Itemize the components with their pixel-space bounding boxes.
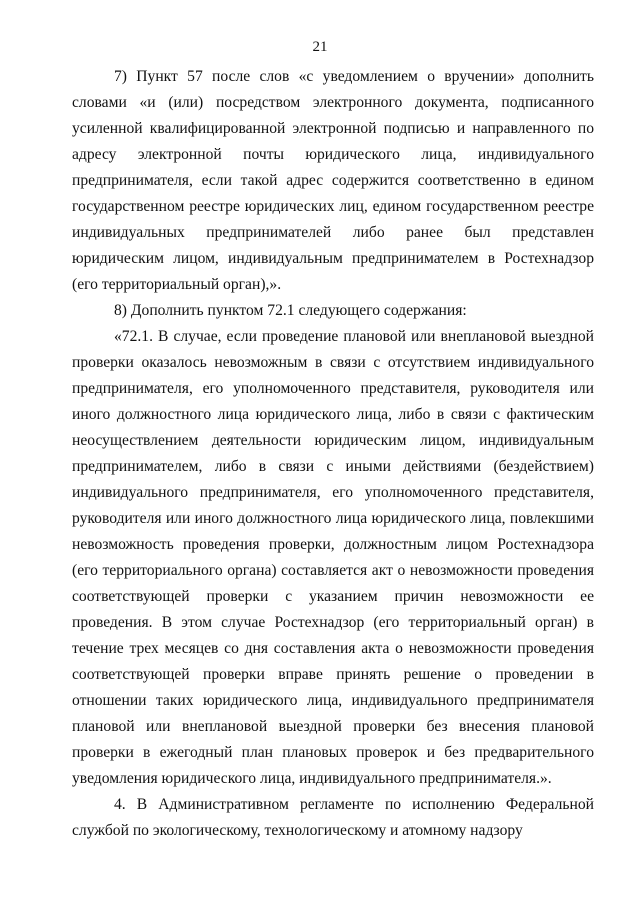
paragraph-item-7: 7) Пункт 57 после слов «с уведомлением о вручении» дополнить словами «и (или) посредством электронного документа, подписанного усиленной квалифицированной электронной подписью и направленного по адресу электронной почты юридического лица, индивидуального предпринимателя, если такой адрес содержится соответственно в едином государственном реестре юридических лиц, едином государственном реестре индивидуальных предпринимателей либо ранее был представлен юридическим лицом, индивидуальным предпринимателем в Ростехнадзор (его территориальный орган),». bbox=[72, 68, 594, 293]
paragraph-item-8: 8) Дополнить пунктом 72.1 следующего содержания: bbox=[114, 302, 467, 319]
document-body bbox=[72, 64, 594, 844]
paragraph-clause-72-1: «72.1. В случае, если проведение плановой или внеплановой выездной проверки оказалось невозможным в связи с отсутствием индивидуального предпринимателя, его уполномоченного представителя, руководителя или иного должностного лица юридического лица, либо в связи с фактическим неосуществлением деятельности юридическим лицом, индивидуальным предпринимателем, либо в связи с иными действиями (бездействием) индивидуального предпринимателя, его уполномоченного представителя, руководителя или иного должностного лица юридического лица, повлекшими невозможность проведения проверки, должностным лицом Ростехнадзора (его территориального органа) составляется акт о невозможности проведения соответствующей проверки с указанием причин невозможности ее проведения. В этом случае Ростехнадзор (его территориальный орган) в течение трех месяцев со дня составления акта о невозможности проведения соответствующей проверки вправе принять решение о проведении в отношении таких юридического лица, индивидуального предпринимателя плановой или внеплановой выездной проверки без внесения плановой проверки в ежегодный план плановых проверок и без предварительного уведомления юридического лица, индивидуального предпринимателя.». bbox=[72, 328, 594, 787]
paragraph-section-4: 4. В Административном регламенте по исполнению Федеральной службой по экологическому, технологическому и атомному надзору bbox=[72, 796, 594, 839]
page-number: 21 bbox=[312, 39, 328, 55]
